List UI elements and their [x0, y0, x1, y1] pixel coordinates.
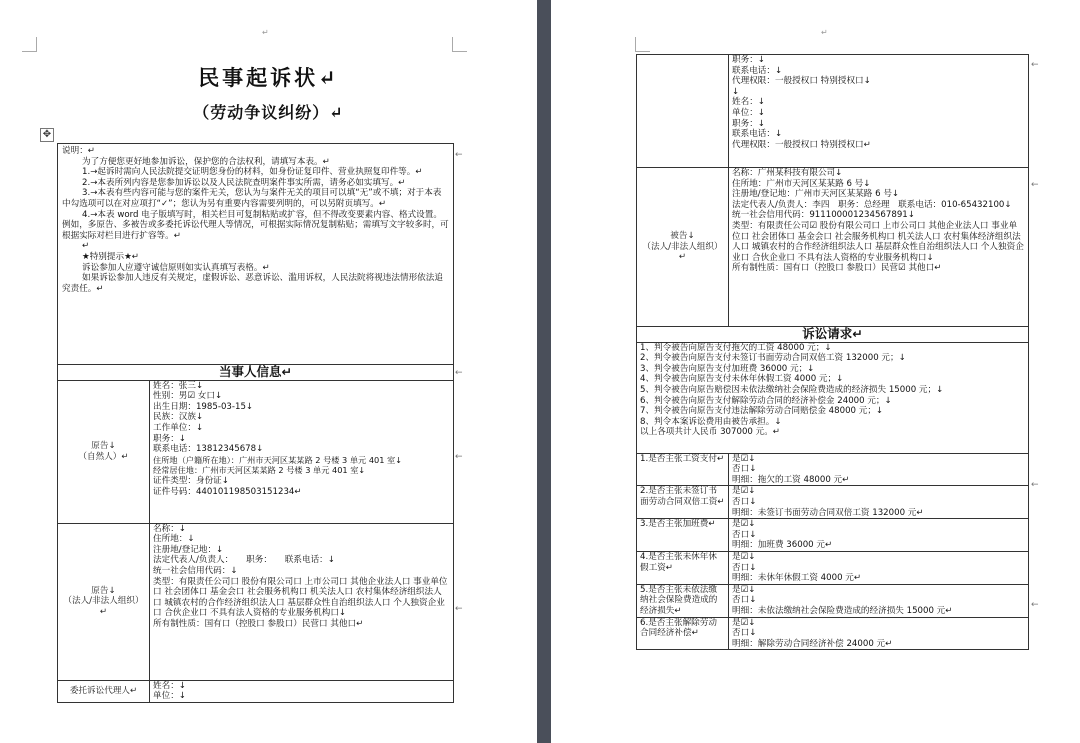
instruction-line: 2.→本表所列内容是您参加诉讼以及人民法院查明案件事实所需，请务必如实填写。↵ — [82, 177, 406, 188]
claim-item-label: 5.是否主张未依法缴纳社会保险费造成的经济损失↵ — [637, 584, 729, 617]
field-line: 职务：↓ — [732, 55, 765, 65]
table-move-handle-icon[interactable]: ✥ — [40, 128, 54, 142]
detail-line: 明细：解除劳动合同经济补偿 24000 元↵ — [732, 638, 893, 649]
field-line: 代理权限：一般授权口 特别授权口↵ — [732, 139, 871, 150]
instruction-line: 1.→起诉时需向人民法院提交证明您身份的材料，如身份证复印件、营业执照复印件等。↵ — [82, 167, 423, 178]
instruction-line: 3.→本表有些内容可能与您的案件无关，您认为与案件无关的项目可以填“无”或不填；对于本表中勾选项可以在对应项打“✓”；您认为另有重要内容需要列明的，可以另附页填写。↵ — [62, 188, 442, 209]
claim-item-label: 2.是否主张未签订书面劳动合同双倍工资↵ — [637, 486, 729, 519]
field-line: 联系电话：↓ — [732, 65, 783, 76]
yes-option: 是☑↓ — [732, 584, 756, 595]
field-line: 单位：↓ — [732, 107, 765, 118]
claim-line: 2、判令被告向原告支付未签订书面劳动合同双倍工资 132000 元；↓ — [640, 353, 906, 364]
field-line: 联系电话：13812345678↓ — [153, 444, 264, 455]
instruction-line: 如果诉讼参加人违反有关规定，虚假诉讼、恶意诉讼、滥用诉权，人民法院将视违法情形依法追究责任。↵ — [62, 273, 443, 294]
field-line: 法定代表人/负责人： 职务： 联系电话：↓ — [153, 555, 335, 566]
instruction-line: 为了方便您更好地参加诉讼，保护您的合法权利，请填写本表。↵ — [82, 156, 330, 167]
field-line: 代理权限：一般授权口 特别授权口↓ — [732, 76, 871, 87]
paragraph-mark: ↵ — [821, 28, 828, 37]
form-table-page-1 — [57, 143, 454, 703]
claim-item-details[interactable] — [729, 519, 1029, 552]
field-line: 单位：↓ — [153, 691, 186, 702]
plaintiff-person-details[interactable] — [150, 380, 454, 523]
field-line: 注册地/登记地：↓ — [153, 544, 224, 555]
claim-line: 3、判令被告向原告支付加班费 36000 元；↓ — [640, 363, 815, 374]
detail-line: 明细：未依法缴纳社会保险费造成的经济损失 15000 元↵ — [732, 605, 953, 616]
yes-option: 是☑↓ — [732, 519, 756, 530]
field-line: 住所地（户籍所在地）：广州市天河区某某路 2 号楼 3 单元 401 室↓ — [153, 454, 403, 465]
claim-item-details[interactable] — [729, 551, 1029, 584]
agent-label: 委托诉讼代理人↵ — [58, 680, 150, 702]
field-line: 类型：有限责任公司☑ 股份有限公司口 上市公司口 其他企业法人口 事业单位口 社会团体口 基金会口 社会服务机构口 机关法人口 农村集体经济组织法人口 城镇农村的合作经济组织法人口 基层群众性自治组织法人口 个人独资企业口 合伙企业口 不具有法人资格的专业服务机构口↓ — [732, 220, 1024, 263]
field-line: 名称：↓ — [153, 523, 186, 534]
row-marker-icon: ← — [455, 604, 463, 614]
instructions-heading: 说明：↵ — [62, 146, 95, 156]
row-marker-icon: ← — [1031, 480, 1039, 490]
detail-line: 明细：未休年休假工资 4000 元↵ — [732, 573, 862, 584]
field-line: 经常居住地：广州市天河区某某路 2 号楼 3 单元 401 室↓ — [153, 465, 366, 476]
claim-total: 以上各项共计人民币 307000 元。↵ — [640, 427, 781, 438]
document-page-2 — [551, 0, 1080, 743]
field-line: 姓名：张三↓ — [153, 380, 204, 391]
no-option: 否口↓ — [732, 496, 757, 507]
document-title: 民事起诉状↵ — [198, 65, 339, 90]
form-table-page-2 — [636, 54, 1029, 650]
field-line: 统一社会信用代码：↓ — [153, 565, 238, 576]
field-line: 姓名：↓ — [153, 680, 186, 691]
field-line: 法定代表人/负责人：李四 职务：总经理 联系电话：010-65432100↓ — [732, 199, 1012, 210]
instructions-cell — [58, 144, 454, 365]
claim-item-details[interactable] — [729, 453, 1029, 486]
detail-line: 明细：加班费 36000 元↵ — [732, 540, 833, 551]
claim-item-details[interactable] — [729, 617, 1029, 650]
paragraph-mark: ↵ — [262, 28, 269, 37]
yes-option: 是☑↓ — [732, 486, 756, 497]
field-line: 类型：有限责任公司口 股份有限公司口 上市公司口 其他企业法人口 事业单位口 社会团体口 基金会口 社会服务机构口 机关法人口 农村集体经济组织法人口 城镇农村的合作经济组织法人口 基层群众性自治组织法人口 个人独资企业口 合伙企业口 不具有法人资格的专业服务机构口↓ — [153, 576, 448, 619]
no-option: 否口↓ — [732, 595, 757, 606]
field-line: 联系电话：↓ — [732, 129, 783, 140]
instruction-line: 诉讼参加人应遵守诚信原则如实认真填写表格。↵ — [82, 262, 270, 273]
instruction-line: 4.→本表 word 电子版填写时，相关栏目可复制粘贴或扩容，但不得改变要素内容、格式设置。例如，多原告、多被告或多委托诉讼代理人等情况，可根据实际情况复制粘贴；需填写文字较多时，可根据实际对栏目进行扩容等。↵ — [62, 209, 449, 241]
field-line: 证件号码：440101198503151234↵ — [153, 486, 302, 497]
field-line: 姓名：↓ — [732, 97, 765, 108]
claim-line: 4、判令被告向原告支付未休年休假工资 4000 元；↓ — [640, 374, 844, 385]
row-marker-icon: ← — [455, 368, 463, 378]
claim-item-label: 3.是否主张加班费↵ — [637, 519, 729, 552]
yes-option: 是☑↓ — [732, 617, 756, 628]
no-option: 否口↓ — [732, 529, 757, 540]
document-page-1 — [0, 0, 537, 743]
plaintiff-org-label: 原告↓ （法人/非法人组织）↵ — [58, 523, 150, 680]
document-subtitle: （劳动争议纠纷）↵ — [193, 103, 344, 122]
claims-list[interactable] — [637, 342, 1029, 453]
defendant-label: 被告↓ （法人/非法人组织）↵ — [637, 168, 729, 327]
claims-heading: 诉讼请求↵ — [637, 327, 1029, 343]
yes-option: 是☑↓ — [732, 551, 756, 562]
instruction-line: ↵ — [82, 241, 90, 252]
field-line: 名称：广州某科技有限公司↓ — [732, 168, 843, 178]
claim-item-label: 6.是否主张解除劳动合同经济补偿↵ — [637, 617, 729, 650]
field-line: 所有制性质：国有口（控股口 参股口）民营☑ 其他口↵ — [732, 263, 942, 274]
field-line: 民族：汉族↓ — [153, 412, 204, 423]
claim-line: 8、判令本案诉讼费用由被告承担。↓ — [640, 416, 782, 427]
claim-line: 5、判令被告向原告赔偿因未依法缴纳社会保险费造成的经济损失 15000 元；↓ — [640, 384, 944, 395]
crop-mark — [635, 37, 650, 52]
agent-details[interactable] — [150, 680, 454, 702]
field-line: 住所地：↓ — [153, 534, 195, 545]
row-marker-icon: ← — [455, 452, 463, 462]
field-line: ↓ — [732, 86, 740, 97]
claim-line: 6、判令被告向原告支付解除劳动合同的经济补偿金 24000 元；↓ — [640, 395, 892, 406]
claim-item-label: 1.是否主张工资支付↵ — [637, 453, 729, 486]
claim-line: 7、判令被告向原告支付违法解除劳动合同赔偿金 48000 元；↓ — [640, 406, 884, 417]
plaintiff-person-label: 原告↓ （自然人）↵ — [58, 380, 150, 523]
row-marker-icon: ← — [1031, 600, 1039, 610]
field-line: 统一社会信用代码：911100001234567891↓ — [732, 210, 915, 221]
special-notice-heading: ★特别提示★↵ — [82, 251, 139, 262]
agent-cont-label — [637, 55, 729, 168]
detail-line: 明细：拖欠的工资 48000 元↵ — [732, 474, 850, 485]
yes-option: 是☑↓ — [732, 453, 756, 464]
agent-cont-details[interactable] — [729, 55, 1029, 168]
field-line: 职务：↓ — [153, 433, 186, 444]
row-marker-icon: ← — [1031, 60, 1039, 70]
page-divider — [537, 0, 551, 743]
claim-item-details[interactable] — [729, 486, 1029, 519]
field-line: 性别：男☑ 女口↓ — [153, 391, 223, 402]
no-option: 否口↓ — [732, 464, 757, 475]
field-line: 工作单位：↓ — [153, 422, 204, 433]
party-info-heading: 当事人信息↵ — [58, 365, 454, 381]
field-line: 注册地/登记地：广州市天河区某某路 6 号↓ — [732, 189, 900, 200]
crop-mark — [22, 37, 37, 52]
defendant-details[interactable] — [729, 168, 1029, 327]
field-line: 职务：↓ — [732, 118, 765, 129]
field-line: 证件类型：身份证↓ — [153, 475, 229, 486]
no-option: 否口↓ — [732, 562, 757, 573]
field-line: 住所地：广州市天河区某某路 6 号↓ — [732, 178, 871, 189]
row-marker-icon: ← — [1031, 180, 1039, 190]
claim-item-label: 4.是否主张未休年休假工资↵ — [637, 551, 729, 584]
plaintiff-org-details[interactable] — [150, 523, 454, 680]
claim-item-details[interactable] — [729, 584, 1029, 617]
detail-line: 明细：未签订书面劳动合同双倍工资 132000 元↵ — [732, 507, 924, 518]
field-line: 所有制性质：国有口（控股口 参股口）民营口 其他口↵ — [153, 618, 364, 629]
row-marker-icon: ← — [455, 150, 463, 160]
claim-line: 1、判令被告向原告支付拖欠的工资 48000 元；↓ — [640, 342, 832, 353]
crop-mark — [452, 37, 467, 52]
no-option: 否口↓ — [732, 628, 757, 639]
field-line: 出生日期：1985-03-15↓ — [153, 401, 254, 412]
